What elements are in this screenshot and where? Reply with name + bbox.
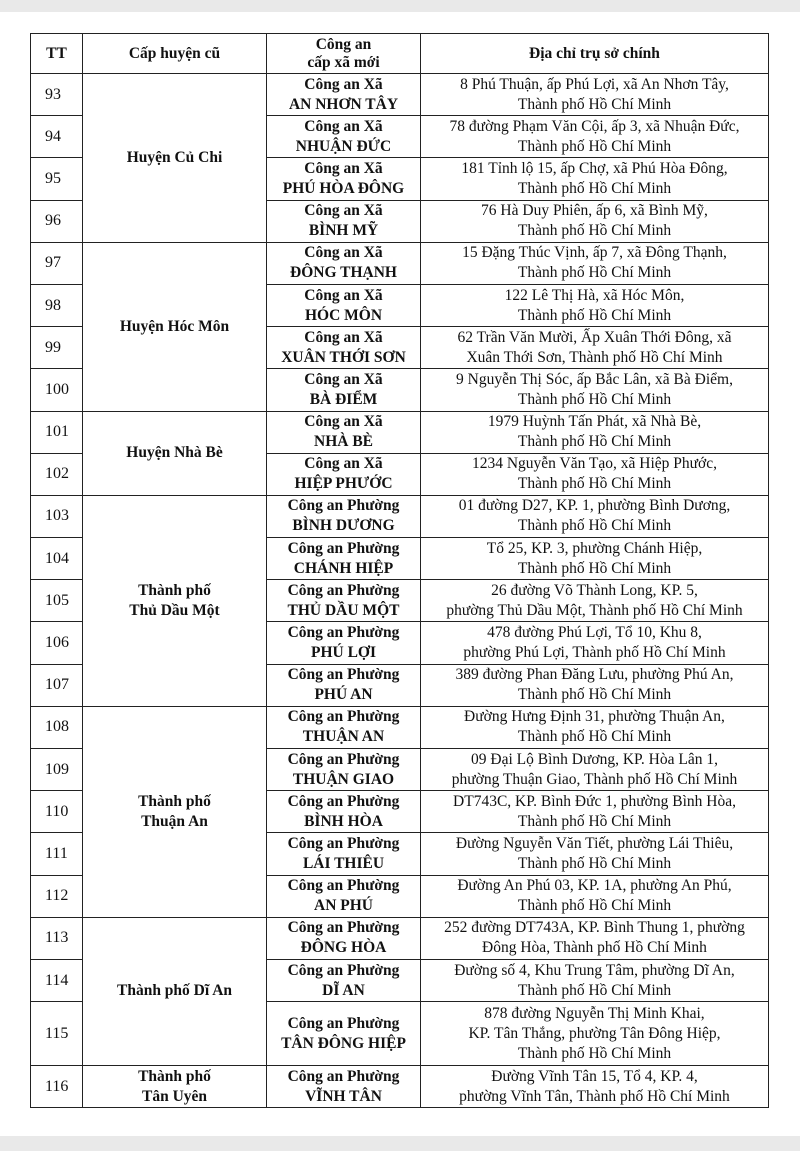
police-unit-name: ĐÔNG HÒA [300, 939, 387, 957]
police-unit-name: ĐÔNG THẠNH [290, 264, 397, 282]
address-cell [421, 959, 769, 1001]
address-line: Thành phố Hồ Chí Minh [517, 433, 672, 451]
address-line: 15 Đặng Thúc Vịnh, ấp 7, xã Đông Thạnh, [462, 244, 727, 262]
address-line: phường Thuận Giao, Thành phố Hồ Chí Minh [451, 770, 738, 788]
police-unit-type: Công an Phường [287, 792, 400, 810]
police-unit-type: Công an Phường [287, 1067, 400, 1085]
row-number: 113 [31, 917, 83, 959]
address-line: Thành phố Hồ Chí Minh [517, 306, 672, 324]
address-line: Tổ 25, KP. 3, phường Chánh Hiệp, [486, 539, 703, 557]
address-line: Đường số 4, Khu Trung Tâm, phường Dĩ An, [454, 961, 735, 979]
row-number: 106 [31, 622, 83, 664]
row-number: 96 [31, 200, 83, 242]
address-cell [421, 917, 769, 959]
police-unit-cell [267, 369, 421, 411]
table-row [31, 917, 769, 959]
old-district-name: Huyện Hóc Môn [119, 317, 230, 335]
address-cell [421, 495, 769, 537]
police-unit-type: Công an Xã [304, 75, 383, 93]
address-cell [421, 327, 769, 369]
police-unit-cell [267, 453, 421, 495]
address-line: Đường Hưng Định 31, phường Thuận An, [464, 708, 725, 726]
address-line: 478 đường Phú Lợi, Tổ 10, Khu 8, [487, 624, 702, 642]
old-district-name: Thành phố [138, 1067, 211, 1085]
old-district-cell [83, 495, 267, 706]
police-unit-type: Công an Xã [304, 328, 383, 346]
row-number: 115 [31, 1002, 83, 1066]
header-old-district: Cấp huyện cũ [83, 34, 267, 74]
address-cell [421, 200, 769, 242]
address-line: 26 đường Võ Thành Long, KP. 5, [491, 581, 698, 599]
address-line: Thành phố Hồ Chí Minh [517, 981, 672, 999]
police-unit-type: Công an Xã [304, 159, 383, 177]
police-unit-type: Công an Phường [287, 919, 400, 937]
police-unit-cell [267, 158, 421, 200]
police-unit-name: PHÚ AN [314, 686, 373, 704]
address-line: 09 Đại Lộ Bình Dương, KP. Hòa Lân 1, [471, 750, 718, 768]
police-unit-type: Công an Phường [287, 708, 400, 726]
old-district-cell [83, 917, 267, 1065]
police-unit-name: HÓC MÔN [304, 306, 383, 324]
address-cell [421, 580, 769, 622]
police-unit-name: NHÀ BÈ [314, 433, 373, 451]
police-unit-cell [267, 875, 421, 917]
police-unit-name: THUẬN AN [302, 728, 385, 746]
old-district-name: Tân Uyên [141, 1087, 208, 1105]
police-unit-cell [267, 284, 421, 326]
police-unit-cell [267, 580, 421, 622]
address-cell [421, 622, 769, 664]
police-unit-name: LÁI THIÊU [302, 854, 385, 872]
police-unit-name: AN NHƠN TÂY [288, 95, 399, 113]
address-cell [421, 411, 769, 453]
police-unit-type: Công an Phường [287, 539, 400, 557]
police-unit-cell [267, 706, 421, 748]
address-line: Thành phố Hồ Chí Minh [517, 475, 672, 493]
police-unit-name: TÂN ĐÔNG HIỆP [281, 1034, 406, 1052]
table-header-row [31, 34, 769, 74]
address-line: Đường Vĩnh Tân 15, Tổ 4, KP. 4, [491, 1067, 698, 1085]
police-unit-name: NHUẬN ĐỨC [295, 137, 392, 155]
police-unit-name: VĨNH TÂN [305, 1087, 382, 1105]
row-number: 103 [31, 495, 83, 537]
police-unit-cell [267, 327, 421, 369]
address-cell [421, 284, 769, 326]
old-district-name: Thủ Dầu Một [129, 601, 220, 619]
address-line: KP. Tân Thắng, phường Tân Đông Hiệp, [468, 1024, 721, 1042]
old-district-name: Thành phố Dĩ An [116, 982, 233, 1000]
row-number: 111 [31, 833, 83, 875]
old-district-cell [83, 242, 267, 411]
police-unit-cell [267, 1066, 421, 1108]
address-cell [421, 749, 769, 791]
address-line: DT743C, KP. Bình Đức 1, phường Bình Hòa, [453, 792, 736, 810]
police-unit-cell [267, 200, 421, 242]
header-new-police-line1: Công an [315, 35, 372, 53]
address-cell [421, 791, 769, 833]
table-row [31, 242, 769, 284]
police-unit-type: Công an Xã [304, 244, 383, 262]
header-tt: TT [31, 34, 83, 74]
address-line: 78 đường Phạm Văn Cội, ấp 3, xã Nhuận Đức, [449, 117, 740, 135]
address-line: Thành phố Hồ Chí Minh [517, 222, 672, 240]
address-line: Thành phố Hồ Chí Minh [517, 897, 672, 915]
police-unit-cell [267, 791, 421, 833]
address-line: Thành phố Hồ Chí Minh [517, 179, 672, 197]
police-unit-cell [267, 74, 421, 116]
police-unit-type: Công an Phường [287, 877, 400, 895]
table-row [31, 706, 769, 748]
old-district-name: Thành phố [138, 581, 211, 599]
address-line: 878 đường Nguyễn Thị Minh Khai, [484, 1004, 705, 1022]
police-unit-type: Công an Phường [287, 961, 400, 979]
row-number: 93 [31, 74, 83, 116]
police-unit-cell [267, 917, 421, 959]
police-unit-type: Công an Phường [287, 497, 400, 515]
row-number: 109 [31, 749, 83, 791]
address-line: Thành phố Hồ Chí Minh [517, 812, 672, 830]
police-unit-name: CHÁNH HIỆP [293, 559, 394, 577]
row-number: 101 [31, 411, 83, 453]
table-body [31, 74, 769, 1108]
address-cell [421, 664, 769, 706]
address-line: Xuân Thới Sơn, Thành phố Hồ Chí Minh [466, 348, 723, 366]
police-address-table [30, 33, 769, 1108]
address-line: 9 Nguyễn Thị Sóc, ấp Bắc Lân, xã Bà Điểm, [456, 370, 733, 388]
row-number: 108 [31, 706, 83, 748]
police-unit-name: BÌNH DƯƠNG [292, 517, 395, 535]
row-number: 107 [31, 664, 83, 706]
table-row [31, 1066, 769, 1108]
address-line: 62 Trần Văn Mười, Ấp Xuân Thới Đông, xã [457, 328, 732, 346]
row-number: 116 [31, 1066, 83, 1108]
old-district-cell [83, 1066, 267, 1108]
police-unit-cell [267, 538, 421, 580]
address-line: Thành phố Hồ Chí Minh [517, 854, 672, 872]
header-address: Địa chỉ trụ sở chính [421, 34, 769, 74]
police-unit-name: THUẬN GIAO [292, 770, 395, 788]
header-new-police [267, 34, 421, 74]
address-line: Thành phố Hồ Chí Minh [517, 390, 672, 408]
row-number: 105 [31, 580, 83, 622]
header-new-police-line2: cấp xã mới [307, 53, 380, 71]
address-line: Đường An Phú 03, KP. 1A, phường An Phú, [457, 877, 732, 895]
address-line: Thành phố Hồ Chí Minh [517, 517, 672, 535]
address-line: Thành phố Hồ Chí Minh [517, 686, 672, 704]
old-district-name: Thuận An [141, 812, 208, 830]
address-cell [421, 116, 769, 158]
address-line: 01 đường D27, KP. 1, phường Bình Dương, [458, 497, 731, 515]
row-number: 95 [31, 158, 83, 200]
address-cell [421, 158, 769, 200]
address-line: phường Phú Lợi, Thành phố Hồ Chí Minh [463, 644, 726, 662]
row-number: 98 [31, 284, 83, 326]
address-cell [421, 538, 769, 580]
police-unit-name: XUÂN THỚI SƠN [281, 348, 406, 366]
police-unit-cell [267, 833, 421, 875]
address-line: 181 Tỉnh lộ 15, ấp Chợ, xã Phú Hòa Đông, [461, 159, 728, 177]
police-unit-name: PHÚ LỢI [310, 644, 377, 662]
address-line: 1979 Huỳnh Tấn Phát, xã Nhà Bè, [487, 413, 702, 431]
address-cell [421, 875, 769, 917]
address-cell [421, 453, 769, 495]
address-cell [421, 74, 769, 116]
address-line: 122 Lê Thị Hà, xã Hóc Môn, [504, 286, 685, 304]
police-unit-cell [267, 749, 421, 791]
police-unit-name: AN PHÚ [314, 897, 373, 915]
address-line: Thành phố Hồ Chí Minh [517, 95, 672, 113]
address-line: 1234 Nguyễn Văn Tạo, xã Hiệp Phước, [471, 455, 718, 473]
old-district-name: Thành phố [138, 792, 211, 810]
police-unit-name: DĨ AN [322, 981, 365, 999]
police-unit-name: BÌNH MỸ [308, 222, 379, 240]
row-number: 104 [31, 538, 83, 580]
police-unit-name: THỦ DẦU MỘT [287, 601, 400, 619]
table-row [31, 74, 769, 116]
row-number: 102 [31, 453, 83, 495]
address-cell [421, 1002, 769, 1066]
police-unit-type: Công an Phường [287, 750, 400, 768]
address-cell [421, 1066, 769, 1108]
police-unit-name: BÌNH HÒA [304, 812, 383, 830]
address-line: Thành phố Hồ Chí Minh [517, 559, 672, 577]
address-line: 76 Hà Duy Phiên, ấp 6, xã Bình Mỹ, [481, 202, 708, 220]
address-line: Thành phố Hồ Chí Minh [517, 1044, 672, 1062]
address-line: Thành phố Hồ Chí Minh [517, 137, 672, 155]
address-line: phường Vĩnh Tân, Thành phố Hồ Chí Minh [459, 1087, 730, 1105]
police-unit-type: Công an Xã [304, 202, 383, 220]
police-unit-name: PHÚ HÒA ĐÔNG [282, 179, 405, 197]
address-cell [421, 242, 769, 284]
address-line: Thành phố Hồ Chí Minh [517, 264, 672, 282]
row-number: 100 [31, 369, 83, 411]
police-unit-type: Công an Xã [304, 455, 383, 473]
police-unit-cell [267, 664, 421, 706]
address-line: 252 đường DT743A, KP. Bình Thung 1, phường [444, 919, 745, 937]
police-unit-type: Công an Phường [287, 581, 400, 599]
old-district-cell [83, 706, 267, 917]
address-line: 8 Phú Thuận, ấp Phú Lợi, xã An Nhơn Tây, [460, 75, 729, 93]
police-unit-cell [267, 622, 421, 664]
police-unit-cell [267, 495, 421, 537]
police-unit-type: Công an Xã [304, 286, 383, 304]
row-number: 97 [31, 242, 83, 284]
row-number: 94 [31, 116, 83, 158]
police-unit-type: Công an Phường [287, 666, 400, 684]
old-district-name: Huyện Nhà Bè [126, 444, 223, 462]
table-row [31, 495, 769, 537]
old-district-cell [83, 411, 267, 495]
address-line: Đường Nguyễn Văn Tiết, phường Lái Thiêu, [455, 834, 734, 852]
police-unit-cell [267, 116, 421, 158]
address-line: Thành phố Hồ Chí Minh [517, 728, 672, 746]
police-unit-type: Công an Phường [287, 1014, 400, 1032]
address-cell [421, 833, 769, 875]
document-page [0, 12, 800, 1136]
police-unit-cell [267, 242, 421, 284]
police-unit-cell [267, 959, 421, 1001]
police-unit-cell [267, 411, 421, 453]
row-number: 112 [31, 875, 83, 917]
police-unit-type: Công an Phường [287, 834, 400, 852]
police-unit-type: Công an Xã [304, 370, 383, 388]
address-line: 389 đường Phan Đăng Lưu, phường Phú An, [455, 666, 734, 684]
row-number: 110 [31, 791, 83, 833]
police-unit-name: HIỆP PHƯỚC [294, 475, 393, 493]
row-number: 99 [31, 327, 83, 369]
police-unit-type: Công an Xã [304, 117, 383, 135]
table-row [31, 411, 769, 453]
address-line: Đông Hòa, Thành phố Hồ Chí Minh [482, 939, 707, 957]
police-unit-type: Công an Phường [287, 624, 400, 642]
old-district-cell [83, 74, 267, 243]
police-unit-cell [267, 1002, 421, 1066]
row-number: 114 [31, 959, 83, 1001]
address-line: phường Thủ Dầu Một, Thành phố Hồ Chí Minh [446, 601, 743, 619]
police-unit-type: Công an Xã [304, 413, 383, 431]
police-unit-name: BÀ ĐIỂM [309, 390, 378, 408]
old-district-name: Huyện Củ Chi [126, 148, 223, 166]
address-cell [421, 369, 769, 411]
address-cell [421, 706, 769, 748]
